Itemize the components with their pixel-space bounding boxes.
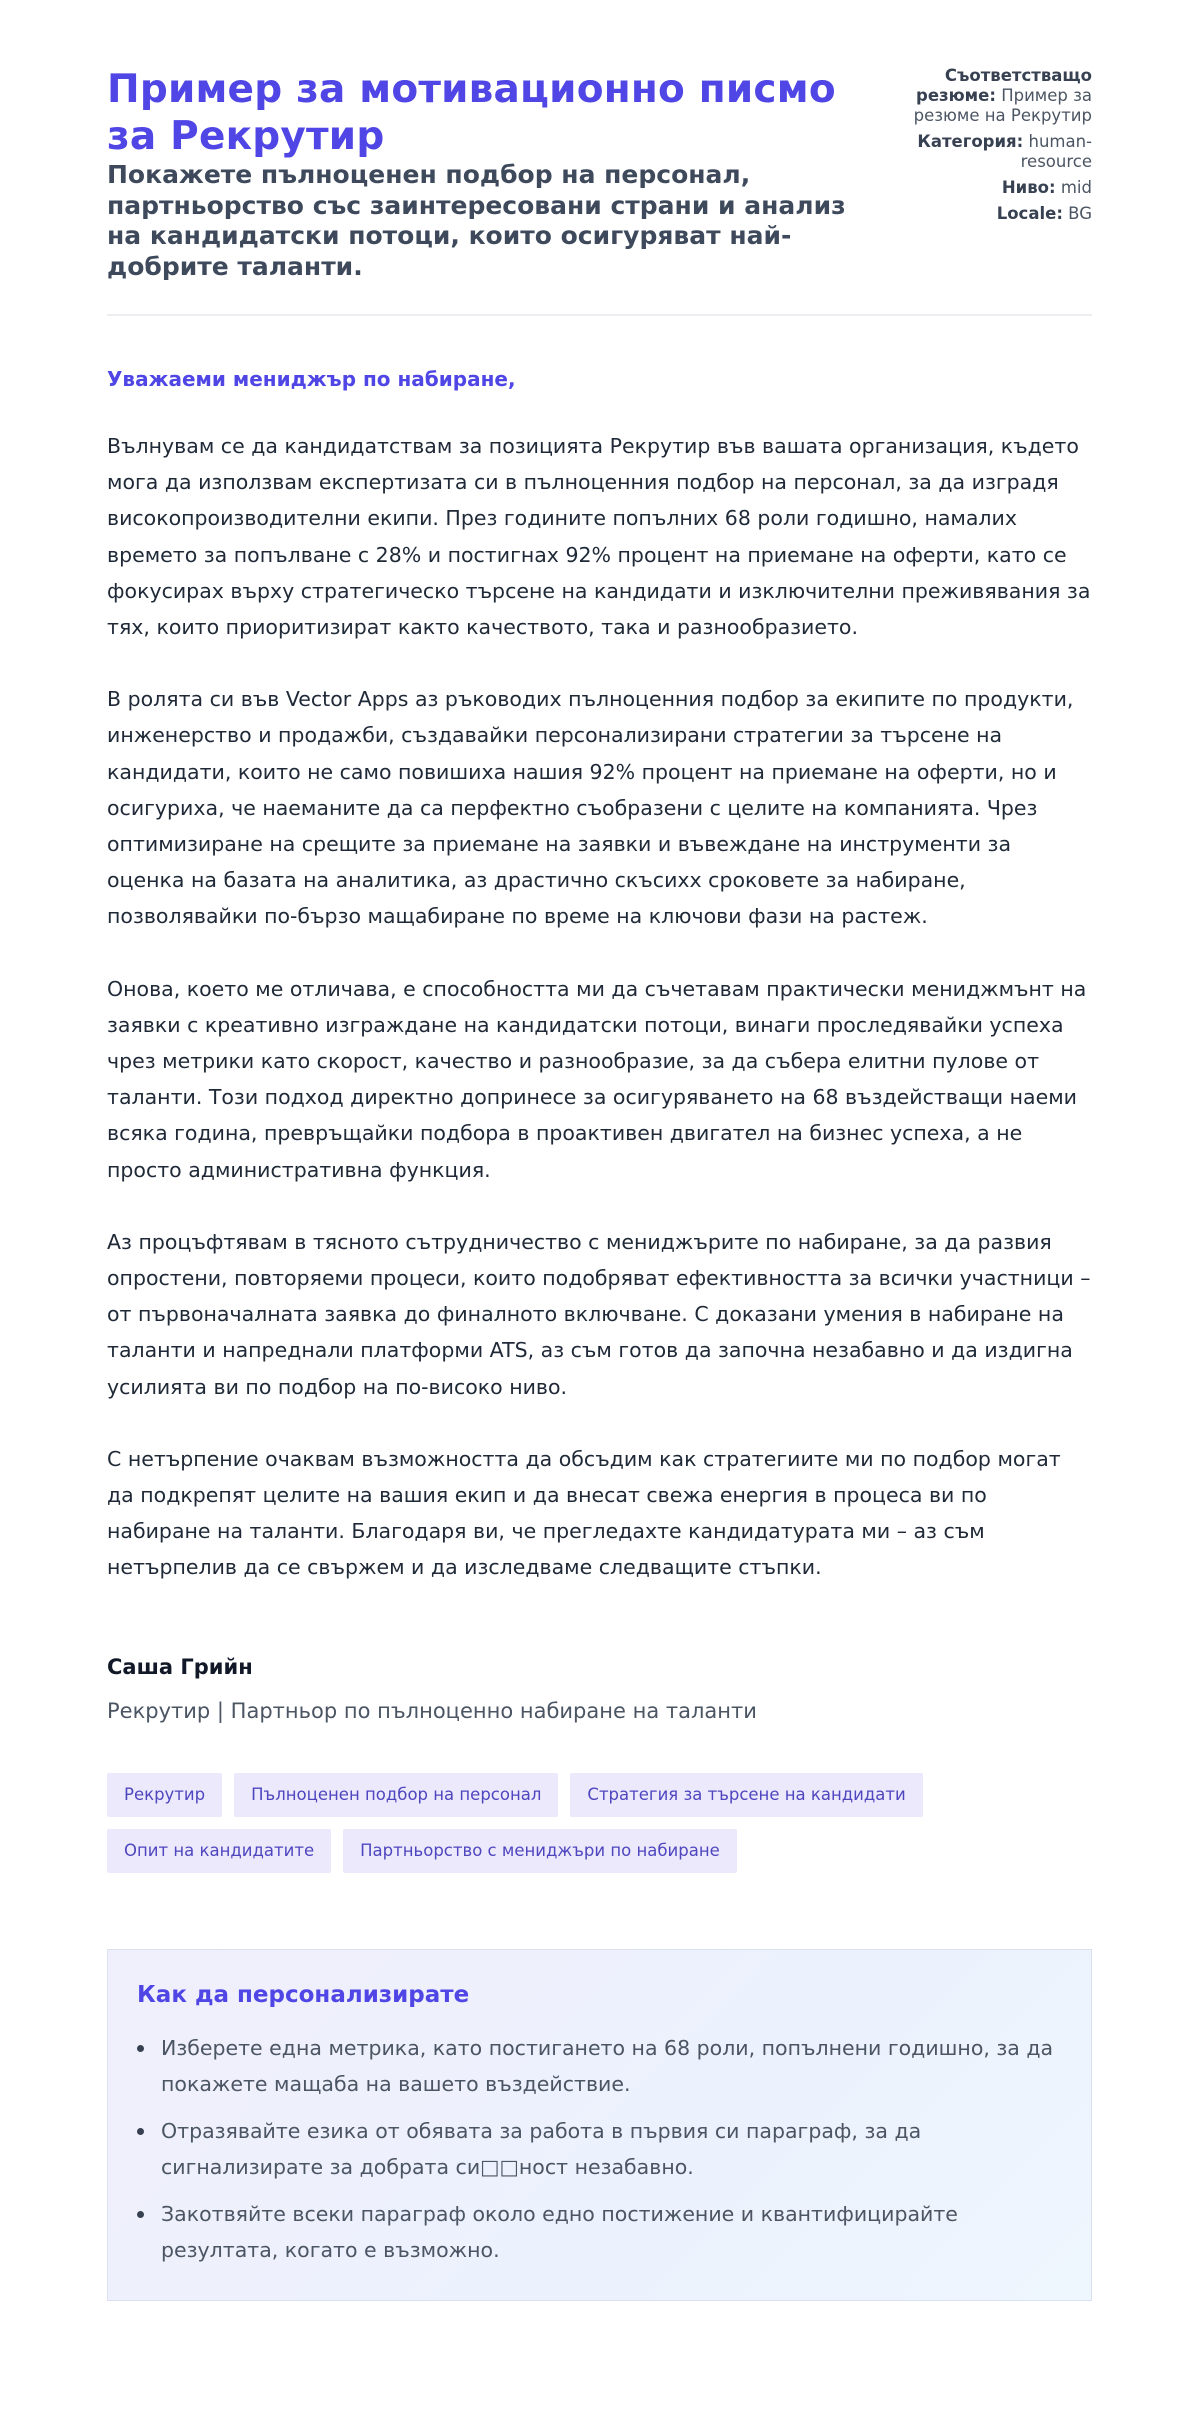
bullet-icon	[137, 2045, 144, 2052]
header-titles	[107, 66, 867, 282]
letter-paragraph: С нетърпение очаквам възможността да обсъдим как стратегиите ми по подбор могат да подкрепят целите на вашия екип и да внесат свежа енергия в процеса ви по набиране на таланти. Благодаря ви, че прегледахте кандидатурата ми – аз съм нетърпелив да се свържем и да изследваме следващите стъпки.	[107, 1446, 1061, 1580]
tag-chip[interactable]: Партньорство с мениджъри по набиране	[343, 1829, 737, 1873]
customization-tip	[137, 2196, 1057, 2268]
letter-paragraph: Вълнувам се да кандидатствам за позицията Рекрутир във вашата организация, където мога да използвам експертизата си в пълноценния подбор на персонал, за да изградя високопроизводителни екипи. През годините попълних 68 роли годишно, намалих времето за попълване с 28% и постигнах 92% процент на приемане на оферти, като се фокусирах върху стратегическо търсене на кандидати и изключителни преживявания за тях, които приоритизират както качеството, така и разнообразието.	[107, 434, 1091, 640]
meta-value: human-resource	[1020, 132, 1092, 171]
tag-list	[107, 1773, 1007, 1873]
meta-key: Съответстващо резюме:	[916, 66, 1092, 105]
customization-tip	[137, 2113, 1057, 2185]
meta-key: Категория:	[917, 132, 1024, 151]
bullet-icon	[137, 2128, 144, 2135]
tag-chip[interactable]: Рекрутир	[107, 1773, 222, 1817]
meta-category	[912, 132, 1092, 172]
customization-title: Как да персонализирате	[137, 1981, 470, 2008]
tag-chip[interactable]: Стратегия за търсене на кандидати	[570, 1773, 922, 1817]
meta-value: mid	[1060, 178, 1092, 197]
tip-text: Отразявайте езика от обявата за работа в първия си параграф, за да сигнализирате за добрата си□□ност незабавно.	[161, 2118, 922, 2179]
meta-value: Пример за резюме на Рекрутир	[913, 86, 1092, 125]
meta-panel	[912, 66, 1092, 230]
letter-paragraph: В ролята си във Vector Apps аз ръководих пълноценния подбор за екипите по продукти, инженерство и продажби, създавайки персонализирани стратегии за търсене на кандидати, които не само повишиха нашия 92% процент на приемане на оферти, но и осигуриха, че наеманите да са перфектно съобразени с целите на компанията. Чрез оптимизиране на срещите за приемане на заявки и въвеждане на инструменти за оценка на базата на аналитика, аз драстично скъсихх сроковете за набиране, позволявайки по-бързо мащабиране по време на ключови фази на растеж.	[107, 687, 1074, 929]
page-title: Пример за мотивационно писмо за Рекрутир	[107, 67, 836, 159]
salutation: Уважаеми мениджър по набиране,	[107, 367, 516, 391]
letter-paragraph: Аз процъфтявам в тясното сътрудничество с мениджърите по набиране, за да развия опростени, повторяеми процеси, които подобряват ефективността за всички участници – от първоначалната заявка до финалното включване. С доказани умения в набиране на таланти и напреднали платформи ATS, аз съм готов да започна незабавно и да издигна усилията ви по подбор на по-високо ниво.	[107, 1229, 1091, 1399]
meta-key: Locale:	[996, 204, 1063, 223]
tip-text: Закотвяйте всеки параграф около едно постижение и квантифицирайте резултата, когато е възможно.	[161, 2201, 958, 2262]
customization-tip	[137, 2030, 1057, 2102]
meta-value: BG	[1068, 204, 1092, 223]
letter-body	[107, 366, 1092, 1725]
customization-tips-box	[107, 1949, 1092, 2301]
tip-text: Изберете една метрика, като постигането на 68 роли, попълнени годишно, за да покажете мащаба на вашето въздействие.	[161, 2035, 1054, 2096]
meta-matching-resume	[912, 66, 1092, 126]
meta-locale	[912, 204, 1092, 224]
tag-chip[interactable]: Пълноценен подбор на персонал	[234, 1773, 558, 1817]
meta-key: Ниво:	[1001, 178, 1056, 197]
page-header	[107, 66, 1092, 316]
customization-list	[137, 2030, 1062, 2268]
letter-paragraph: Онова, което ме отличава, е способността ми да съчетавам практически мениджмънт на заявки с креативно изграждане на кандидатски потоци, винаги проследявайки успеха чрез метрики като скорост, качество и разнообразие, за да събера елитни пулове от таланти. Този подход директно допринесе за осигуряването на 68 въздействащи наеми всяка година, превръщайки подбора в проактивен двигател на бизнес успеха, а не просто административна функция.	[107, 976, 1087, 1182]
signature-name: Саша Грийн	[107, 1654, 253, 1679]
signature-role: Рекрутир | Партньор по пълноценно набиране на таланти	[107, 1698, 757, 1723]
tag-chip[interactable]: Опит на кандидатите	[107, 1829, 331, 1873]
bullet-icon	[137, 2211, 144, 2218]
page-subtitle: Покажете пълноценен подбор на персонал, партньорство със заинтересовани страни и анализ на кандидатски потоци, които осигуряват най-добрите таланти.	[107, 160, 846, 281]
meta-level	[912, 178, 1092, 198]
